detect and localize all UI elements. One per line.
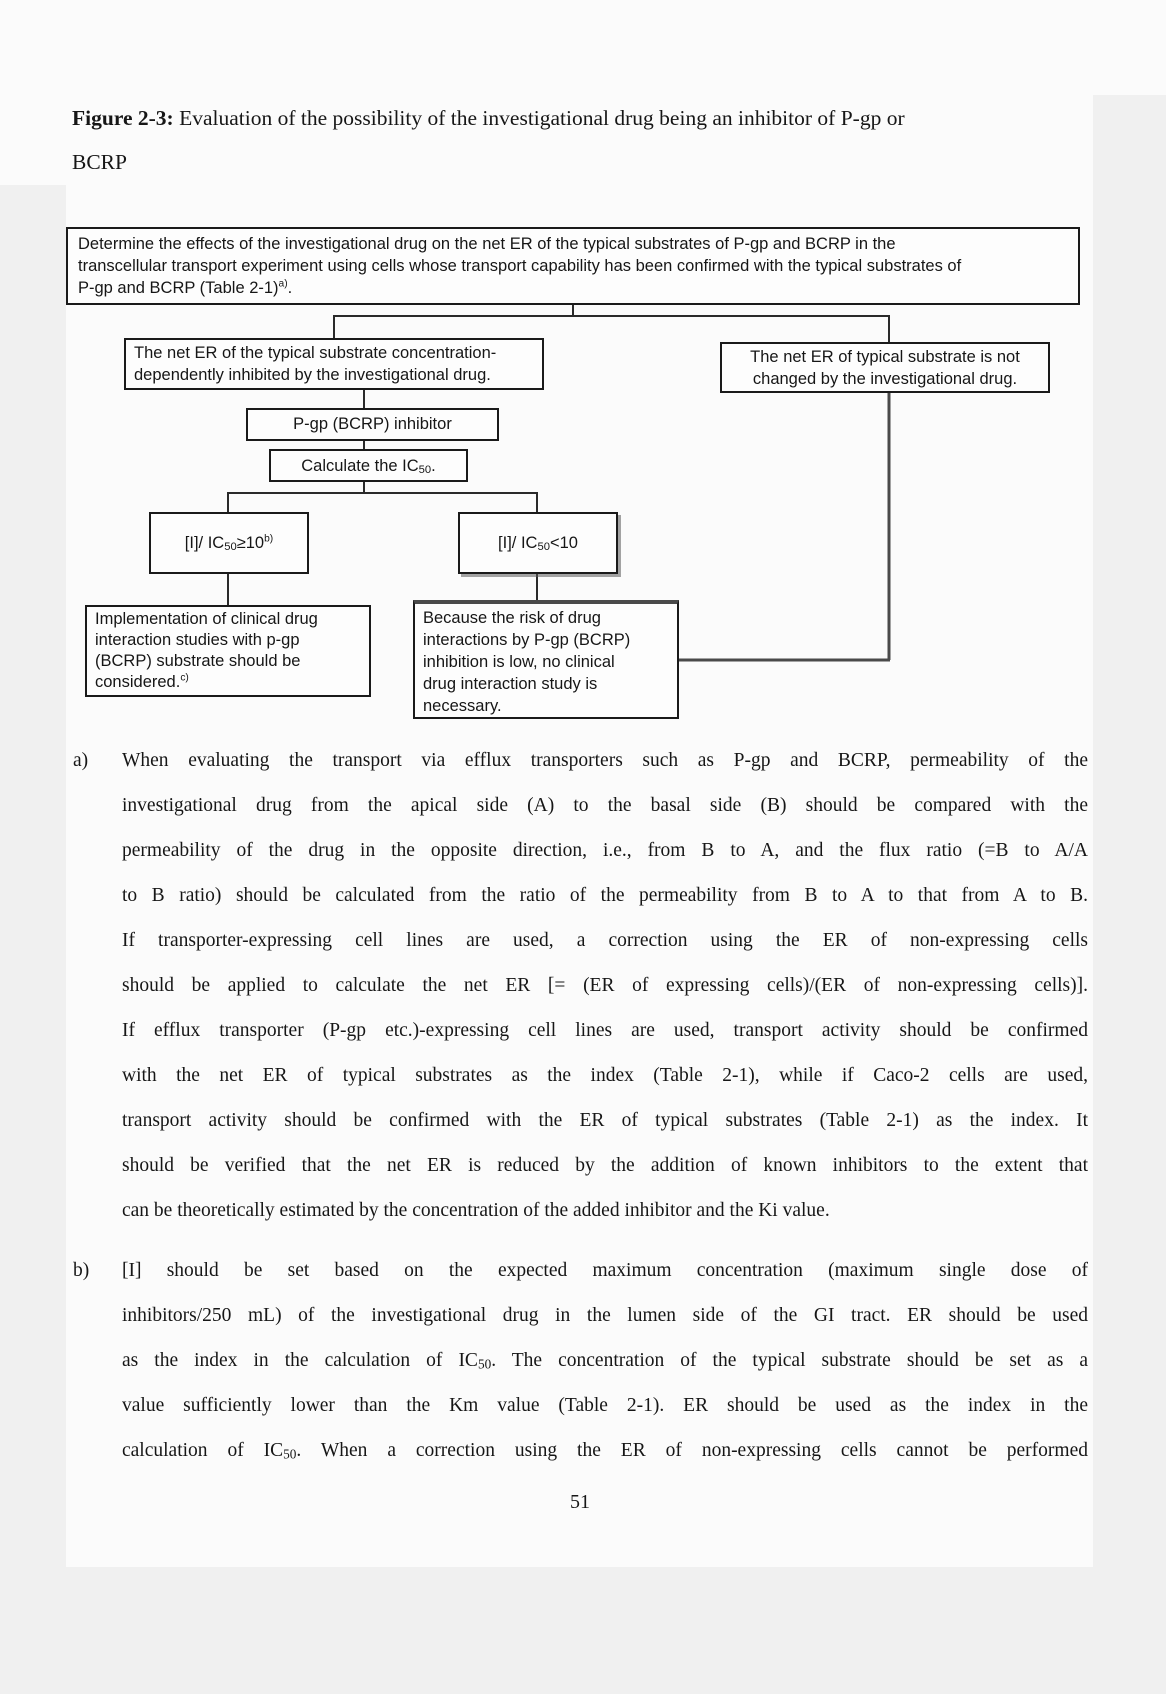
flowchart-box-pgp-bcrp-inhibitor xyxy=(246,408,499,441)
figure-caption-text: Evaluation of the possibility of the investigational drug being an inhibitor of P-gp or xyxy=(173,106,905,130)
box-text-line: inhibition is low, no clinical xyxy=(423,653,615,671)
box-text-line: Calculate the $IC_{50}$. xyxy=(301,456,436,476)
flowchart-box-net-er-not-changed xyxy=(720,342,1050,393)
box-text-line: necessary. xyxy=(423,697,502,715)
box-text-line: transcellular transport experiment using cells whose transport capability has been confirmed with the typical substrates of xyxy=(78,257,962,275)
footnote-a-line: to B ratio) should be calculated from the ratio of the permeability from B to A to that from A to B. xyxy=(122,885,1088,906)
box-text-line: dependently inhibited by the investigational drug. xyxy=(134,366,491,384)
figure-label: Figure 2-3: xyxy=(72,106,174,130)
footnote-b-line: [I] should be set based on the expected maximum concentration (maximum single dose of xyxy=(122,1260,1088,1281)
footnote-b-line: as the index in the calculation of $IC_{50}$. The concentration of the typical substrate should be set as a xyxy=(122,1350,1089,1372)
box-text-line: [I]/ $IC_{50}\ge 10^{b)}$ xyxy=(184,533,274,554)
flowchart-box-net-er-inhibited xyxy=(124,338,544,390)
footnote-b-line: calculation of $IC_{50}$. When a correction using the ER of non-expressing cells cannot be performed xyxy=(122,1440,1088,1462)
box-text-line: changed by the investigational drug. xyxy=(752,370,1018,388)
box-text-line: P-gp (BCRP) inhibitor xyxy=(293,415,452,433)
flowchart-box-implement-clinical-study xyxy=(85,605,371,697)
flowchart-box-ic50-ratio-low xyxy=(458,512,618,574)
flowchart-box-ic50-ratio-high xyxy=(149,512,309,574)
footnote-b-line: value sufficiently lower than the Km value (Table 2-1). ER should be used as the index in the xyxy=(122,1395,1088,1416)
footnote-marker-b: b) xyxy=(264,533,274,545)
footnote-a-line: should be applied to calculate the net ER [= (ER of expressing cells)/(ER of non-expressing cells)]. xyxy=(122,975,1088,996)
footnote-a-line: When evaluating the transport via efflux transporters such as P-gp and BCRP, permeability of the xyxy=(122,750,1088,771)
footnote-a-line: with the net ER of typical substrates as the index (Table 2-1), while if Caco-2 cells are used, xyxy=(122,1065,1088,1086)
box-text-line: drug interaction study is xyxy=(423,675,598,693)
box-text-line: The net ER of the typical substrate concentration- xyxy=(134,344,497,362)
footnote-marker-a: a) xyxy=(278,278,288,290)
box-text-line: Determine the effects of the investigational drug on the net ER of the typical substrates of P-gp and BCRP in the xyxy=(78,235,896,253)
footnote-a-line: If transporter-expressing cell lines are used, a correction using the ER of non-expressing cells xyxy=(122,930,1088,951)
box-text-line: considered.$^{c)}$ xyxy=(95,672,189,691)
footnote-a-line: should be verified that the net ER is reduced by the addition of known inhibitors to the extent that xyxy=(122,1155,1088,1176)
footnote-b-line: inhibitors/250 mL) of the investigational drug in the lumen side of the GI tract. ER should be used xyxy=(122,1305,1088,1326)
box-text-line: P-gp and BCRP (Table 2-1)$^{a)}$. xyxy=(78,278,293,297)
box-text-line: The net ER of typical substrate is not xyxy=(750,348,1020,366)
box-text-line: Because the risk of drug xyxy=(423,609,601,627)
figure-caption-line2: BCRP xyxy=(72,150,127,174)
footnote-b-paragraph xyxy=(122,1248,1088,1473)
page-number: 51 xyxy=(570,1491,590,1513)
box-text-line: [I]/ $IC_{50}<10$ xyxy=(498,534,578,554)
footnote-a-line: investigational drug from the apical side (A) to the basal side (B) should be compared with the xyxy=(122,795,1088,816)
footnote-a-line: can be theoretically estimated by the concentration of the added inhibitor and the Ki value. xyxy=(122,1200,830,1221)
box-text-line: interaction studies with p-gp xyxy=(95,631,300,649)
footnote-b-label: b) xyxy=(73,1260,90,1281)
box-text-line: interactions by P-gp (BCRP) xyxy=(423,631,631,649)
footnote-a-label: a) xyxy=(73,750,89,771)
footnote-a-line: permeability of the drug in the opposite direction, i.e., from B to A, and the flux ratio (=B to A/A xyxy=(122,840,1088,861)
box-text-line: Implementation of clinical drug xyxy=(95,610,318,628)
footnote-a-line: transport activity should be confirmed with the ER of typical substrates (Table 2-1) as the index. It xyxy=(122,1110,1088,1131)
footnote-a-paragraph xyxy=(122,738,1088,1233)
footnote-a-line: If efflux transporter (P-gp etc.)-expressing cell lines are used, transport activity should be confirmed xyxy=(122,1020,1088,1041)
flowchart-box-determine-effects xyxy=(66,227,1080,305)
flowchart-box-no-clinical-study xyxy=(413,600,679,719)
box-text-line: (BCRP) substrate should be xyxy=(95,652,301,670)
footnote-marker-c: c) xyxy=(180,672,189,684)
flowchart-box-calculate-ic50 xyxy=(269,449,468,482)
